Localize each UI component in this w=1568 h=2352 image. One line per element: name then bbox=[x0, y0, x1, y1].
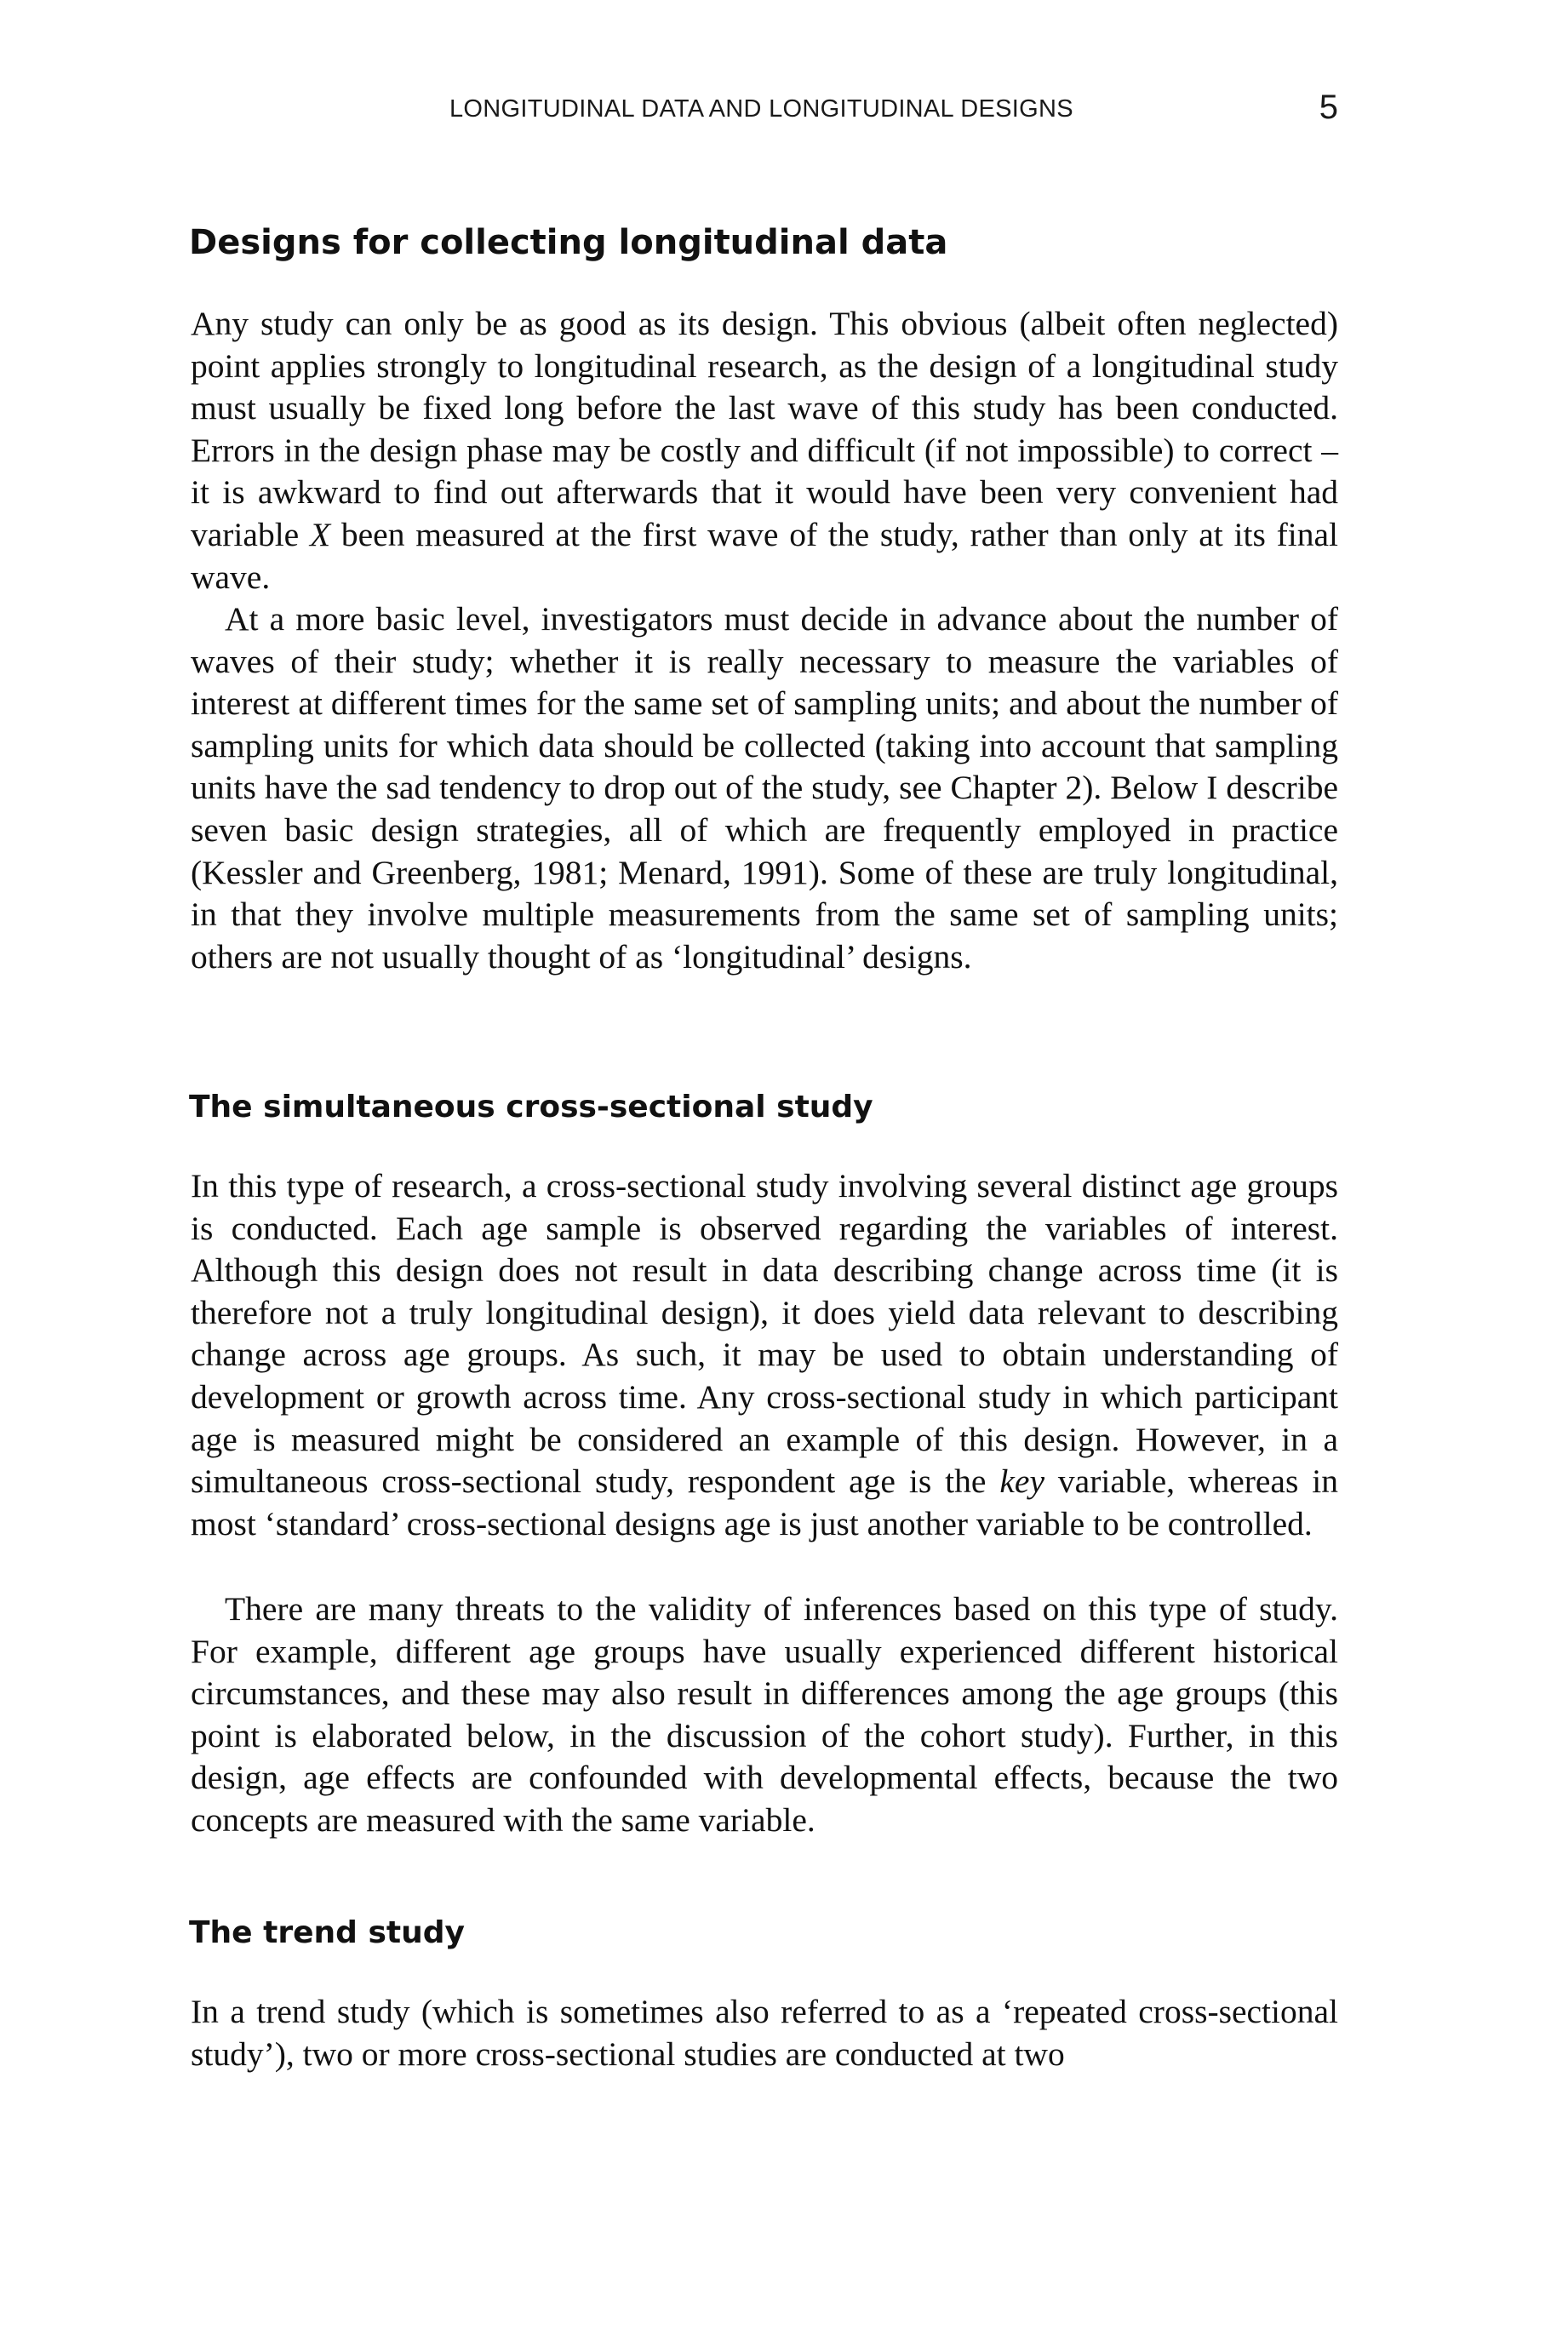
paragraph-text: Any study can only be as good as its design. This obvious (albeit often neglected) point applies strongly to longitudinal research, as the design of a longitudinal study must usually be fixed long before the last wave of this study has been conducted. Errors in the design phase may be costly and difficult (if not impossible) to correct – it is awkward to find out afterwards that it would have been very convenient had variable bbox=[191, 305, 1338, 553]
body-paragraph bbox=[191, 1165, 1338, 1545]
body-paragraph: In a trend study (which is sometimes also referred to as a ‘repeated cross-sectional study’), two or more cross-sectional studies are conducted at two bbox=[191, 1993, 1338, 2073]
paragraph-text: been measured at the first wave of the study, rather than only at its final wave. bbox=[191, 515, 1339, 596]
body-paragraph bbox=[191, 303, 1338, 598]
emphasis-key: key bbox=[999, 1462, 1044, 1501]
subsection-heading-simultaneous: The simultaneous cross-sectional study bbox=[189, 1090, 873, 1124]
variable-x: X bbox=[309, 515, 331, 553]
paragraph-text: In this type of research, a cross-sectional study involving several distinct age groups is conducted. Each age sample is observed regarding the variables of interest. Although this design does not result in data describing change across time (it is therefore not a truly longitudinal design), it does yield data relevant to describing change across age groups. As such, it may be used to obtain understanding of development or growth across time. Any cross-sectional study in which participant age is measured might be considered an example of this design. However, in a simultaneous cross-sectional study, respondent age is the bbox=[191, 1167, 1338, 1501]
body-paragraph: There are many threats to the validity of inferences based on this type of study. For example, different age groups have usually experienced different historical circumstances, and these may also result in differences among the age groups (this point is elaborated below, in the discussion of the cohort study). Further, in this design, age effects are confounded with developmental effects, because the two concepts are measured with the same variable. bbox=[191, 1590, 1338, 1839]
body-paragraph: At a more basic level, investigators must decide in advance about the number of waves of their study; whether it is really necessary to measure the variables of interest at different times for the same set of sampling units; and about the number of sampling units for which data should be collected (taking into account that sampling units have the sad tendency to drop out of the study, see Chapter 2). Below I describe seven basic design strategies, all of which are frequently employed in practice (Kessler and Greenberg, 1981; Menard, 1991). Some of these are truly longitudinal, in that they involve multiple measurements from the same set of sampling units; others are not usually thought of as ‘longitudinal’ designs. bbox=[191, 600, 1338, 976]
running-head: LONGITUDINAL DATA AND LONGITUDINAL DESIGNS bbox=[449, 95, 1073, 123]
section-heading: Designs for collecting longitudinal data bbox=[189, 223, 948, 262]
subsection-heading-trend: The trend study bbox=[189, 1915, 465, 1950]
page-number: 5 bbox=[1319, 89, 1338, 126]
paragraph-text: variable, whereas in most ‘standard’ cross-sectional designs age is just another variable to be controlled. bbox=[191, 1462, 1338, 1542]
